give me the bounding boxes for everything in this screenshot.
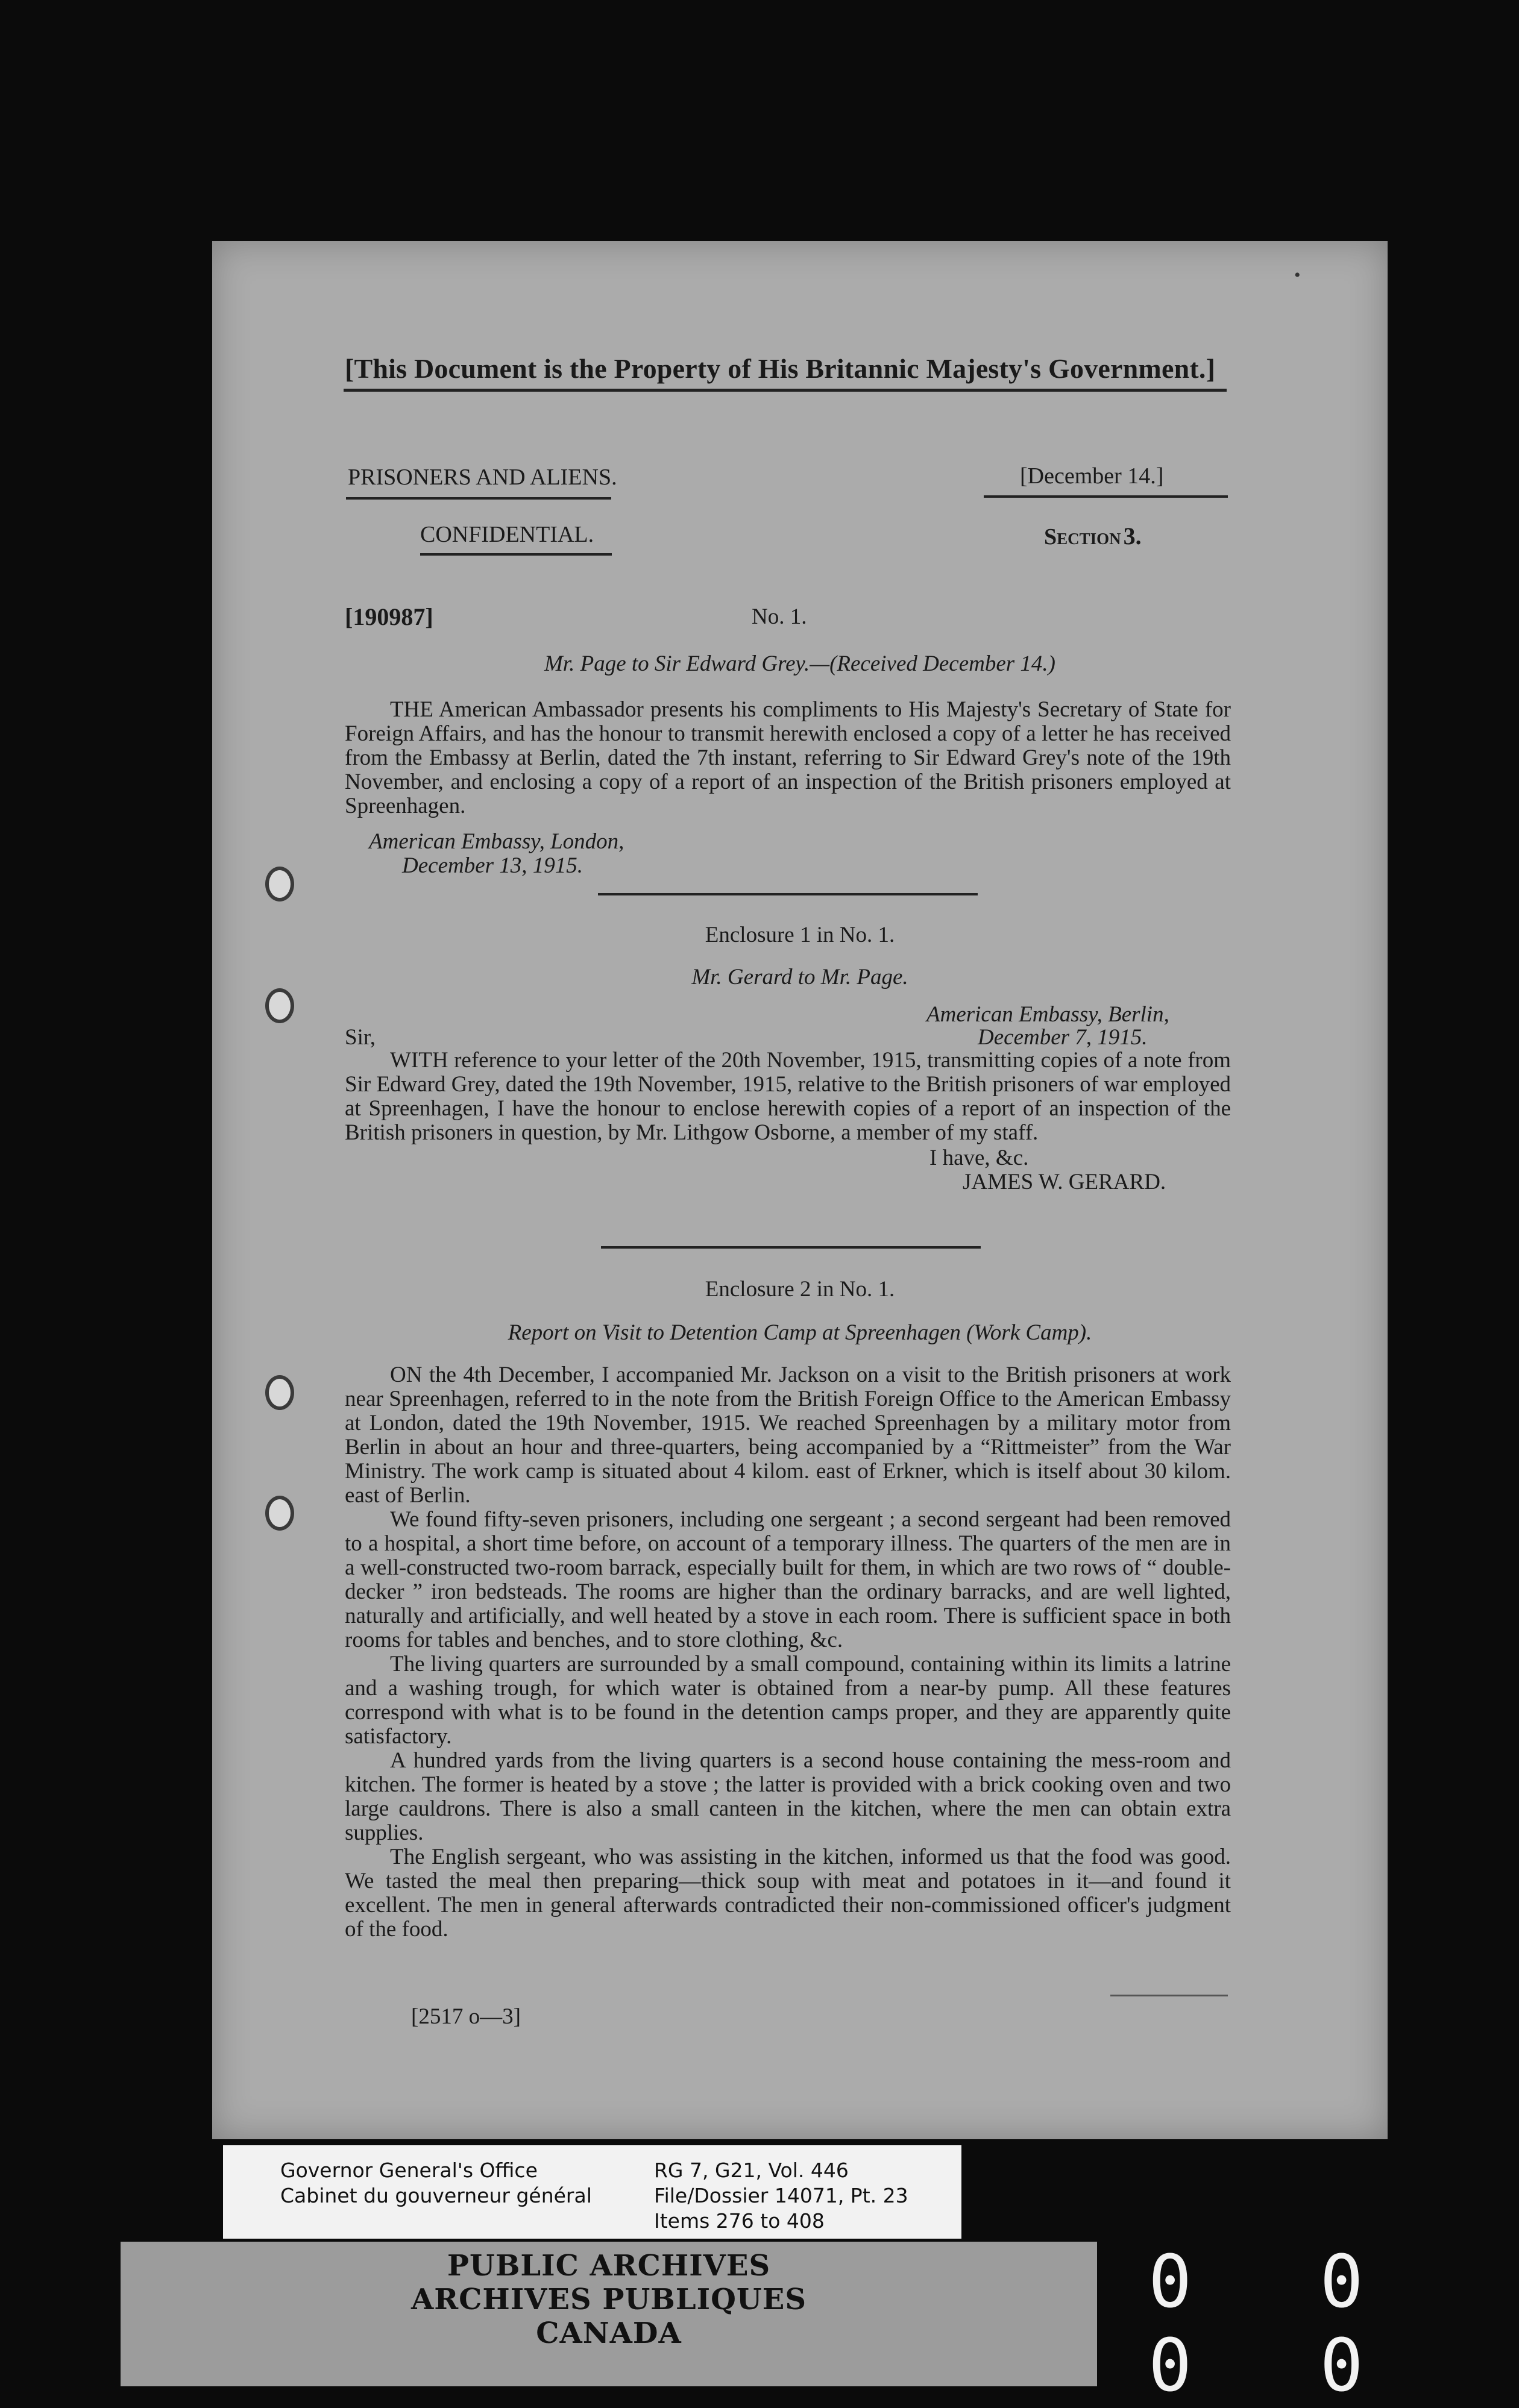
reference-number: [190987] (345, 603, 433, 630)
stamp-line-2: ARCHIVES PUBLIQUES (411, 2283, 807, 2316)
report-paragraph: ON the 4th December, I accompanied Mr. Jackson on a visit to the British prisoners at work near Spreenhagen, referred to in the note from the British Foreign Office to the American Embassy at London, dated the 19th November, 1915. We reached Spreenhagen by a military motor from Berlin in about an hour and three-quarters, being accompanied by a “Rittmeister” from the War Ministry. The work camp is situated about 4 kilom. east of Erkner, which is itself about 30 kilom. east of Berlin. (345, 1362, 1231, 1508)
report-paragraph: The English sergeant, who was assisting in the kitchen, informed us that the food was good. We tasted the meal then preparing—thick soup with meat and potatoes in it—and found it excellent. The men in general afterwards contradicted their non-commissioned officer's judgment of the food. (345, 1845, 1231, 1942)
print-code: [2517 o—3] (411, 2004, 521, 2029)
stamp-line-1: PUBLIC ARCHIVES (447, 2249, 771, 2283)
archive-label-card (223, 2145, 961, 2239)
section-number: 3. (1123, 522, 1142, 550)
frame-counter: 0 0 0 0 (1148, 2240, 1406, 2408)
closing: I have, &c. (929, 1146, 1029, 1170)
property-line: [This Document is the Property of His Britannic Majesty's Government.] (345, 353, 1216, 384)
archive-reference: RG 7, G21, Vol. 446 (654, 2159, 849, 2182)
date-berlin: December 7, 1915. (978, 1025, 1148, 1050)
office-english: Governor General's Office (280, 2159, 538, 2182)
enclosure-2-subtitle: Report on Visit to Detention Camp at Spreenhagen (Work Camp). (508, 1320, 1092, 1345)
separator-1 (598, 893, 978, 895)
enclosure-1-subtitle: Mr. Gerard to Mr. Page. (691, 965, 908, 989)
heading-date: [December 14.] (1020, 463, 1164, 489)
salutation: Sir, (345, 1025, 376, 1050)
archive-items: Items 276 to 408 (654, 2209, 825, 2233)
document-page (212, 241, 1388, 2139)
signature: JAMES W. GERARD. (963, 1170, 1166, 1194)
punch-hole (265, 867, 294, 901)
stamp-line-3: CANADA (536, 2316, 682, 2350)
section-label (1044, 522, 1142, 550)
heading-left-underline (346, 497, 611, 500)
punch-hole (265, 1496, 294, 1531)
page-mark: • (1294, 265, 1301, 285)
report-paragraph: A hundred yards from the living quarters is a second house containing the mess-room and kitchen. The former is heated by a stove ; the latter is provided with a brick cooking oven and two large cauldrons. There is also a small canteen in the kitchen, where the men can obtain extra supplies. (345, 1748, 1231, 1845)
confidential-label: CONFIDENTIAL. (420, 522, 594, 547)
place-berlin: American Embassy, Berlin, (926, 1002, 1169, 1027)
report-paragraph: The living quarters are surrounded by a small compound, containing within its limits a latrine and a washing trough, for which water is obtained from a near-by pump. All these features correspond with what is to be found in the detention camps proper, and they are apparently quite satisfactory. (345, 1652, 1231, 1749)
office-french: Cabinet du gouverneur général (280, 2184, 592, 2207)
enclosure-1-paragraph (345, 1049, 1231, 1145)
heading-date-underline (984, 495, 1228, 498)
heading-left: PRISONERS AND ALIENS. (348, 465, 617, 490)
archive-file: File/Dossier 14071, Pt. 23 (654, 2184, 908, 2207)
document-title: Mr. Page to Sir Edward Grey.—(Received December 14.) (544, 651, 1056, 676)
report-body (345, 1363, 1231, 1942)
opening-paragraph (345, 698, 1231, 818)
opening-paragraph-text: THE American Ambassador presents his compliments to His Majesty's Secretary of State for Foreign Affairs, and has the honour to transmit herewith enclosed a copy of a letter he has received from the Embassy at Berlin, dated the 7th instant, referring to Sir Edward Grey's note of the 19th November, and enclosing a copy of a report of an inspection of the British prisoners employed at Spreenhagen. (345, 697, 1231, 818)
archive-stamp (121, 2242, 1097, 2386)
section-word: Section (1044, 524, 1121, 550)
punch-hole (265, 988, 294, 1023)
confidential-underline (420, 553, 612, 556)
place-london: American Embassy, London, (369, 829, 624, 854)
date-london: December 13, 1915. (402, 853, 583, 878)
trailing-rule (1110, 1995, 1228, 1996)
punch-hole (265, 1375, 294, 1410)
enclosure-1-paragraph-text: WITH reference to your letter of the 20th November, 1915, transmitting copies of a note from Sir Edward Grey, dated the 19th November, 1915, relative to the British prisoners of war employed at Spreenhagen, I have the honour to enclose herewith copies of a report of an inspection of the British prisoners in question, by Mr. Lithgow Osborne, a member of my staff. (345, 1048, 1231, 1145)
document-number: No. 1. (752, 604, 807, 629)
property-underline (344, 389, 1227, 392)
report-paragraph: We found fifty-seven prisoners, including one sergeant ; a second sergeant had been removed to a hospital, a short time before, on account of a temporary illness. The quarters of the men are in a well-constructed two-room barrack, especially built for them, in which are two rows of “ double-decker ” iron bedsteads. The rooms are higher than the ordinary barracks, and are well lighted, naturally and artificially, and well heated by a stove in each room. There is sufficient space in both rooms for tables and benches, and to store clothing, &c. (345, 1507, 1231, 1652)
separator-2 (601, 1246, 981, 1249)
enclosure-2-title: Enclosure 2 in No. 1. (705, 1277, 895, 1302)
enclosure-1-title: Enclosure 1 in No. 1. (705, 923, 895, 947)
